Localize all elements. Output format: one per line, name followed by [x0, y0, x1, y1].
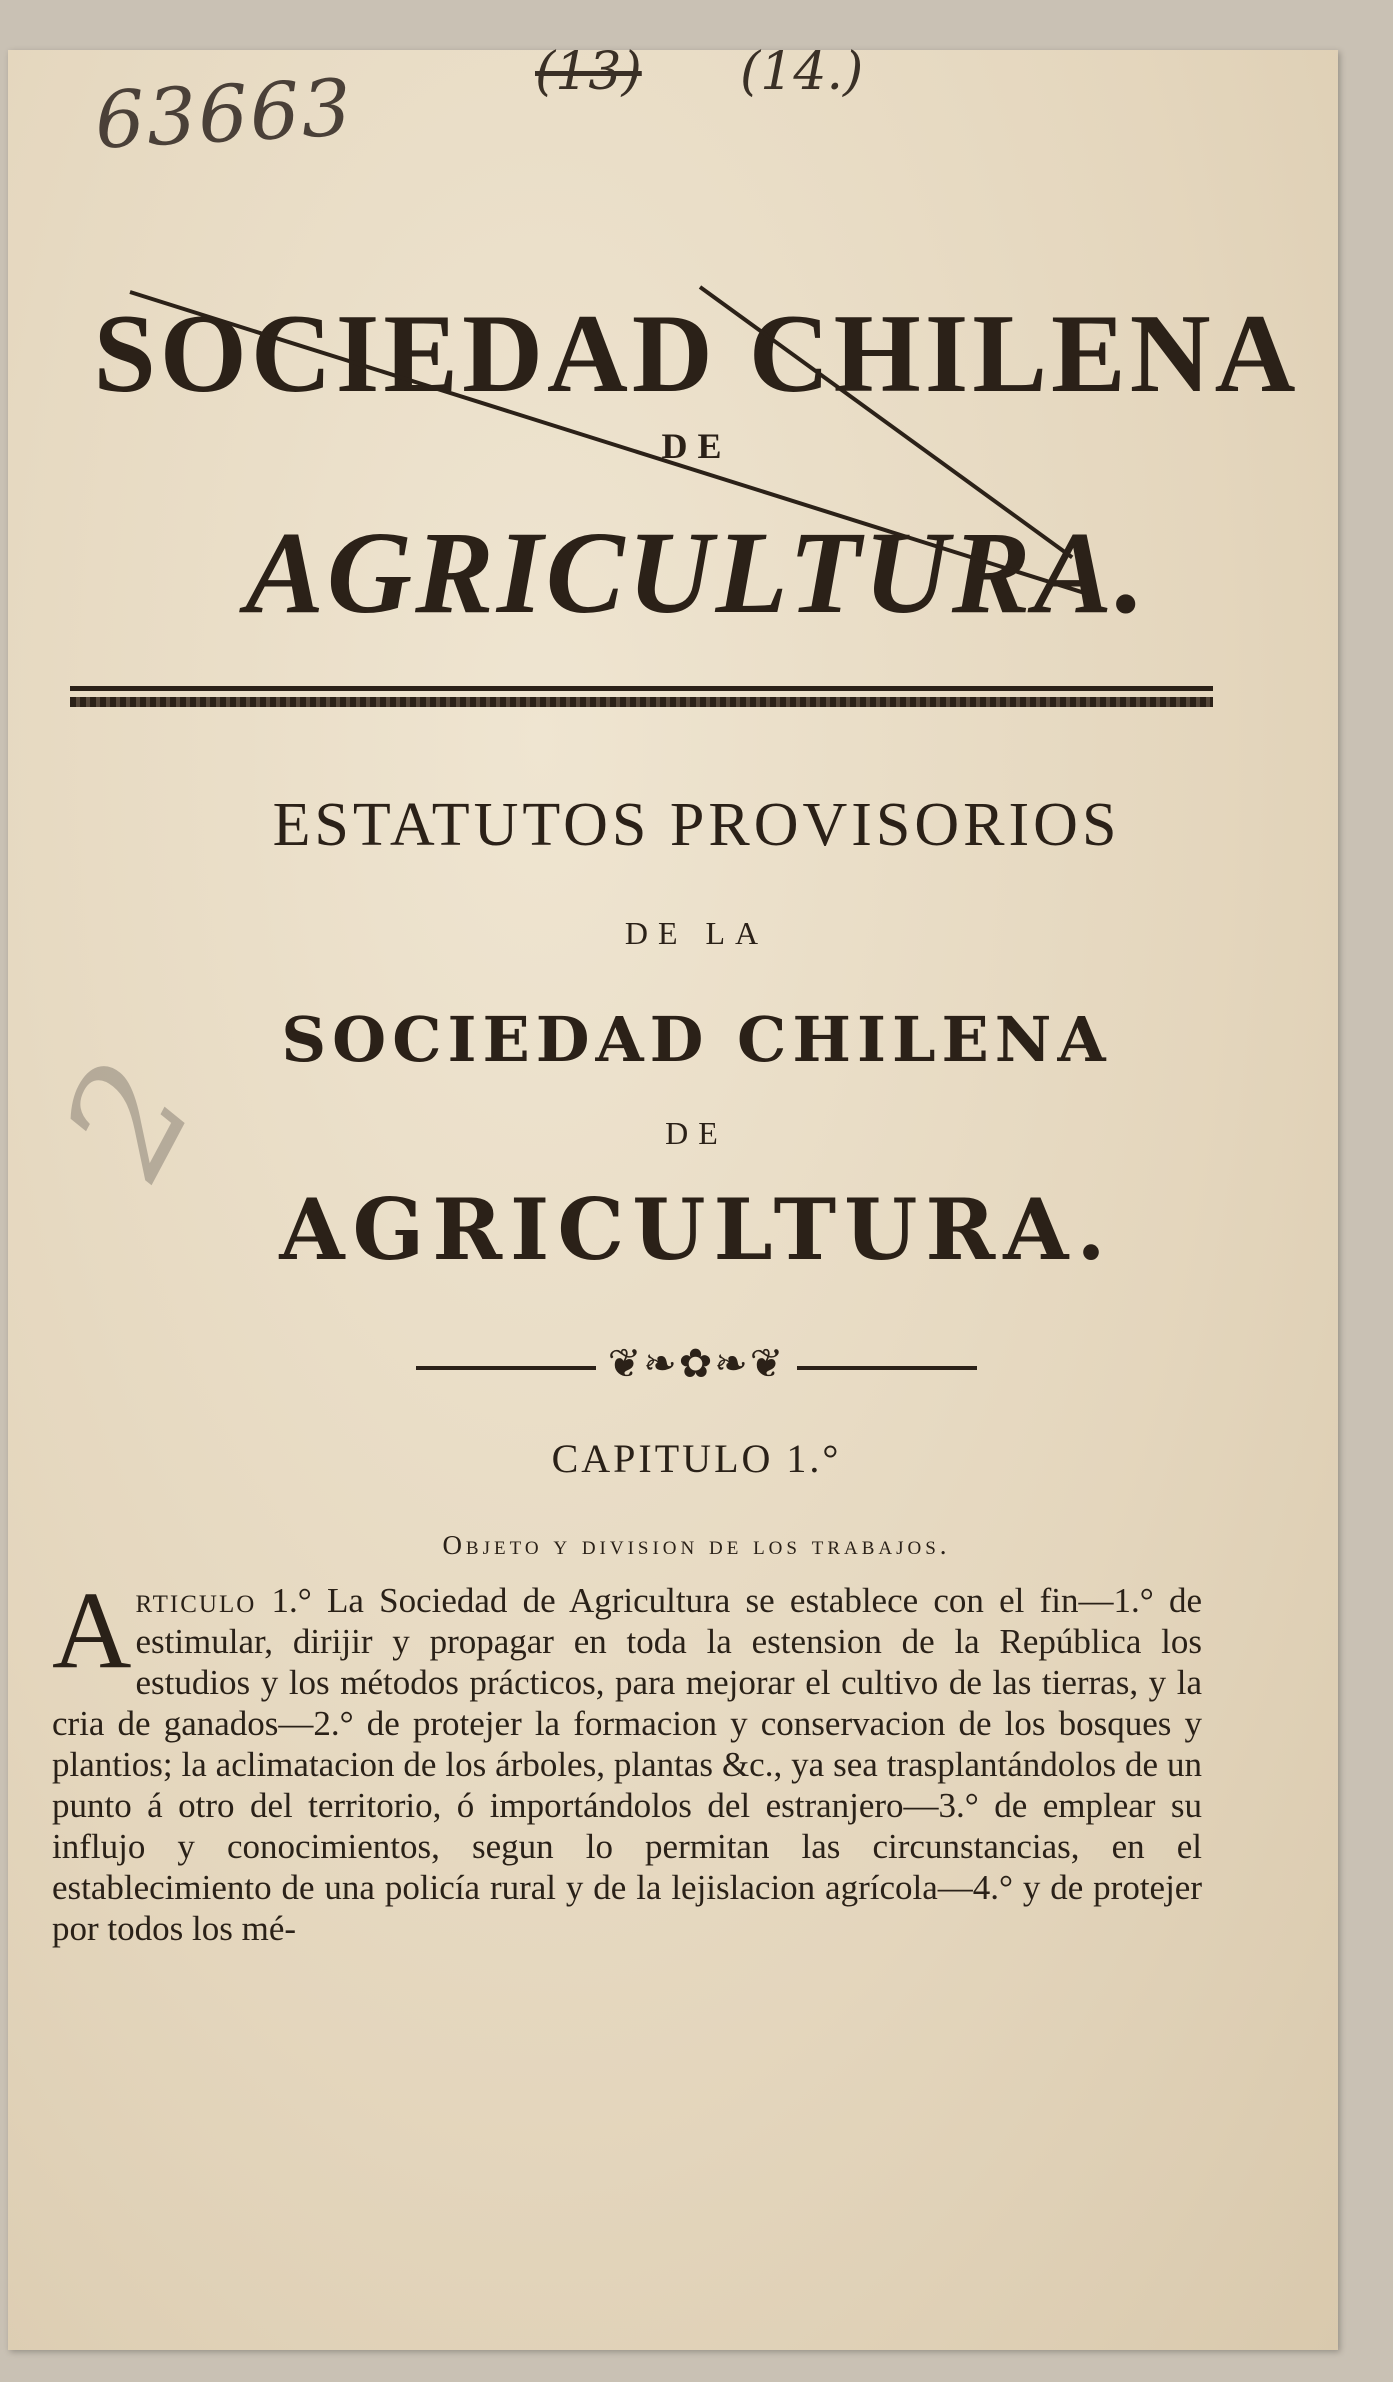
statutes-title: ESTATUTOS PROVISORIOS [272, 791, 1121, 859]
handwritten-accession-number: 63663 [92, 63, 356, 167]
article-number: 1.° [271, 1581, 312, 1620]
ornament-flourish: ❦❧✿❧❦ [607, 1341, 786, 1386]
society-agriculture: AGRICULTURA. [279, 1180, 1114, 1279]
society-de: DE [665, 1115, 728, 1151]
masthead-line2: AGRICULTURA. [245, 507, 1148, 638]
chapter-subheading: Objeto y division de los trabajos. [442, 1530, 951, 1560]
masthead-de: DE [661, 426, 732, 466]
statutes-de-la: DE LA [624, 915, 769, 951]
handwritten-old-number: (13) [535, 42, 642, 102]
pencil-margin-mark: 2 [30, 1035, 229, 1202]
title-rule-decorative [70, 697, 1213, 707]
ornament-line-left [416, 1366, 596, 1370]
title-rule [70, 686, 1213, 691]
article-label: rticulo [135, 1581, 257, 1620]
society-name: SOCIEDAD CHILENA [281, 1003, 1112, 1076]
article-1 [52, 1569, 1203, 1949]
article-text: La Sociedad de Agricultura se establece con el fin—1.° de estimular, dirijir y propagar en toda la estension de la República los estudios y los métodos prácticos, para mejorar el cultivo de las tierras, y la cria de ganados—2.° de protejer la formacion y conservacion de los bosques y plantios; la aclimatacion de los árboles, plantas &c., ya sea trasplantándolos de un punto á otro del territorio, ó importándolos del estranjero—3.° de emplear su influjo y conocimientos, segun lo permitan las circunstancias, en el establecimiento de una policía rural y de la lejislacion agrícola—4.° y de protejer por todos los mé- [52, 1581, 1203, 1948]
masthead-line1: SOCIEDAD CHILENA [93, 292, 1300, 416]
ornament-divider [0, 1340, 1393, 1387]
chapter-heading: CAPITULO 1.° [551, 1436, 842, 1481]
dropcap: A [52, 1569, 132, 1691]
ornament-line-right [797, 1366, 977, 1370]
handwritten-page-number: (14.) [740, 42, 864, 102]
